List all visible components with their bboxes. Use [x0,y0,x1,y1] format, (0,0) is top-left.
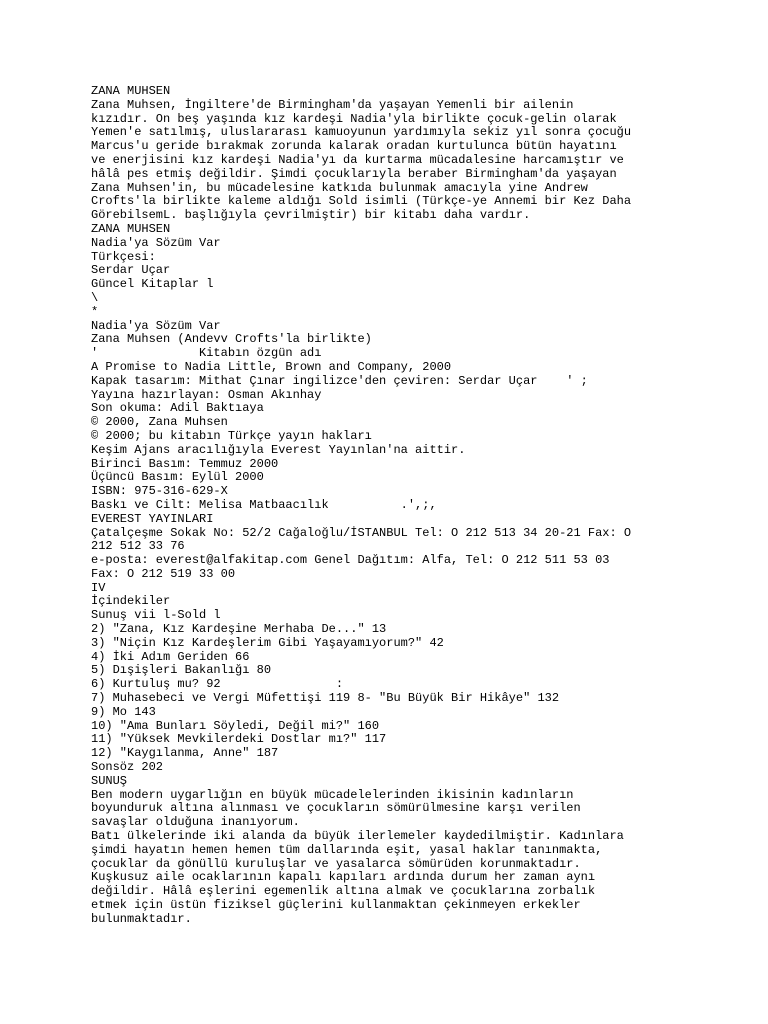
text-line: Kapak tasarım: Mithat Çınar ingilizce'den çeviren: Serdar Uçar ' ; [91,373,588,388]
text-line: Güncel Kitaplar l [91,277,214,292]
text-line: etmek için üstün fiziksel güçlerini kullanmaktan çekinmeyen erkekler [91,898,581,913]
text-line: değildir. Hâlâ eşlerini egemenlik altına almak ve çocuklarına zorbalık [91,884,596,899]
text-line: Nadia'ya Sözüm Var [91,318,221,333]
text-line: 3) "Niçin Kız Kardeşlerim Gibi Yaşayamıyorum?" 42 [91,635,444,650]
text-line: Çatalçeşme Sokak No: 52/2 Cağaloğlu/İSTANBUL Tel: O 212 513 34 20-21 Fax: O [91,525,632,540]
text-line: 12) "Kaygılanma, Anne" 187 [91,746,279,761]
text-line: 7) Muhasebeci ve Vergi Müfettişi 119 8- "Bu Büyük Bir Hikâye" 132 [91,691,560,706]
text-line: Crofts'la birlikte kaleme aldığı Sold isimli (Türkçe-ye Annemi bir Kez Daha [91,194,632,209]
text-line: * [91,304,99,319]
text-line: ' Kitabın özgün adı [91,346,322,361]
text-line: Sunuş vii l-Sold l [91,608,221,623]
text-line: savaşlar olduğuna inanıyorum. [91,815,300,830]
text-line: SUNUŞ [91,773,128,788]
text-line: Keşim Ajans aracılığıyla Everest Yayınlan'na aittir. [91,442,466,457]
text-line: Marcus'u geride bırakmak zorunda kalarak oradan kurtulunca bütün hayatını [91,139,617,154]
text-line: ISBN: 975-316-629-X [91,484,228,499]
text-line: Sonsöz 202 [91,760,164,775]
text-line: hâlâ pes etmiş değildir. Şimdi çocuklarıyla beraber Birmingham'da yaşayan [91,166,617,181]
document-text [91,85,691,927]
text-line: IV [91,580,106,595]
text-line: Fax: O 212 519 33 00 [91,566,236,581]
text-line: ZANA MUHSEN [91,221,171,236]
text-line: Birinci Basım: Temmuz 2000 [91,456,279,471]
text-line: 2) "Zana, Kız Kardeşine Merhaba De..." 13 [91,622,387,637]
text-line: \ [91,290,99,305]
text-line: 4) İki Adım Geriden 66 [91,649,250,664]
text-line: ve enerjisini kız kardeşi Nadia'yı da kurtarma mücadalesine harcamıştır ve [91,152,624,167]
text-line: © 2000, Zana Muhsen [91,415,228,430]
text-line: Ben modern uygarlığın en büyük mücadelelerinden ikisinin kadınların [91,787,574,802]
text-line: Yemen'e satılmış, uluslararası kamuoyunun yardımıyla sekiz yıl sonra çocuğu [91,125,632,140]
text-line: Nadia'ya Sözüm Var [91,235,221,250]
text-line: © 2000; bu kitabın Türkçe yayın hakları [91,428,372,443]
text-line: 6) Kurtuluş mu? 92 : [91,677,344,692]
text-line: Üçüncü Basım: Eylül 2000 [91,470,264,485]
text-line: bulunmaktadır. [91,911,192,926]
text-line: Zana Muhsen'in, bu mücadelesine katkıda bulunmak amacıyla yine Andrew [91,180,588,195]
text-line: Son okuma: Adil Baktıaya [91,401,264,416]
text-line: Serdar Uçar [91,263,171,278]
text-line: EVEREST YAYINLARI [91,511,214,526]
text-line: Kuşkusuz aile ocaklarının kapalı kapıları ardında durum her zaman aynı [91,870,596,885]
text-line: e-posta: everest@alfakitap.com Genel Dağıtım: Alfa, Tel: O 212 511 53 03 [91,553,610,568]
text-line: boyunduruk altına alınması ve çocukların sömürülmesine karşı verilen [91,801,581,816]
text-line: 10) "Ama Bunları Söyledi, Değil mi?" 160 [91,718,380,733]
text-line: Yayına hazırlayan: Osman Akınhay [91,387,322,402]
text-line: A Promise to Nadia Little, Brown and Company, 2000 [91,359,452,374]
text-line: GörebilsemL. başlığıyla çevrilmiştir) bir kitabı daha vardır. [91,208,531,223]
text-line: 11) "Yüksek Mevkilerdeki Dostlar mı?" 117 [91,732,387,747]
text-line: şimdi hayatın hemen hemen tüm dallarında eşit, yasal haklar tanınmakta, [91,842,603,857]
text-line: Türkçesi: [91,249,156,264]
text-line: 5) Dışişleri Bakanlığı 80 [91,663,272,678]
text-line: İçindekiler [91,594,171,609]
text-line: çocuklar da gönüllü kuruluşlar ve yasalarca sömürüden korunmaktadır. [91,856,581,871]
text-line: ZANA MUHSEN [91,84,171,98]
text-line: Baskı ve Cilt: Melisa Matbaacılık .',;, [91,497,437,512]
text-line: Zana Muhsen, İngiltere'de Birmingham'da yaşayan Yemenli bir ailenin [91,97,574,112]
text-line: 9) Mo 143 [91,704,156,719]
text-line: Batı ülkelerinde iki alanda da büyük ilerlemeler kaydedilmiştir. Kadınlara [91,829,624,844]
text-line: 212 512 33 76 [91,539,185,554]
text-line: kızıdır. On beş yaşında kız kardeşi Nadia'yla birlikte çocuk-gelin olarak [91,111,617,126]
text-line: Zana Muhsen (Andevv Crofts'la birlikte) [91,332,372,347]
